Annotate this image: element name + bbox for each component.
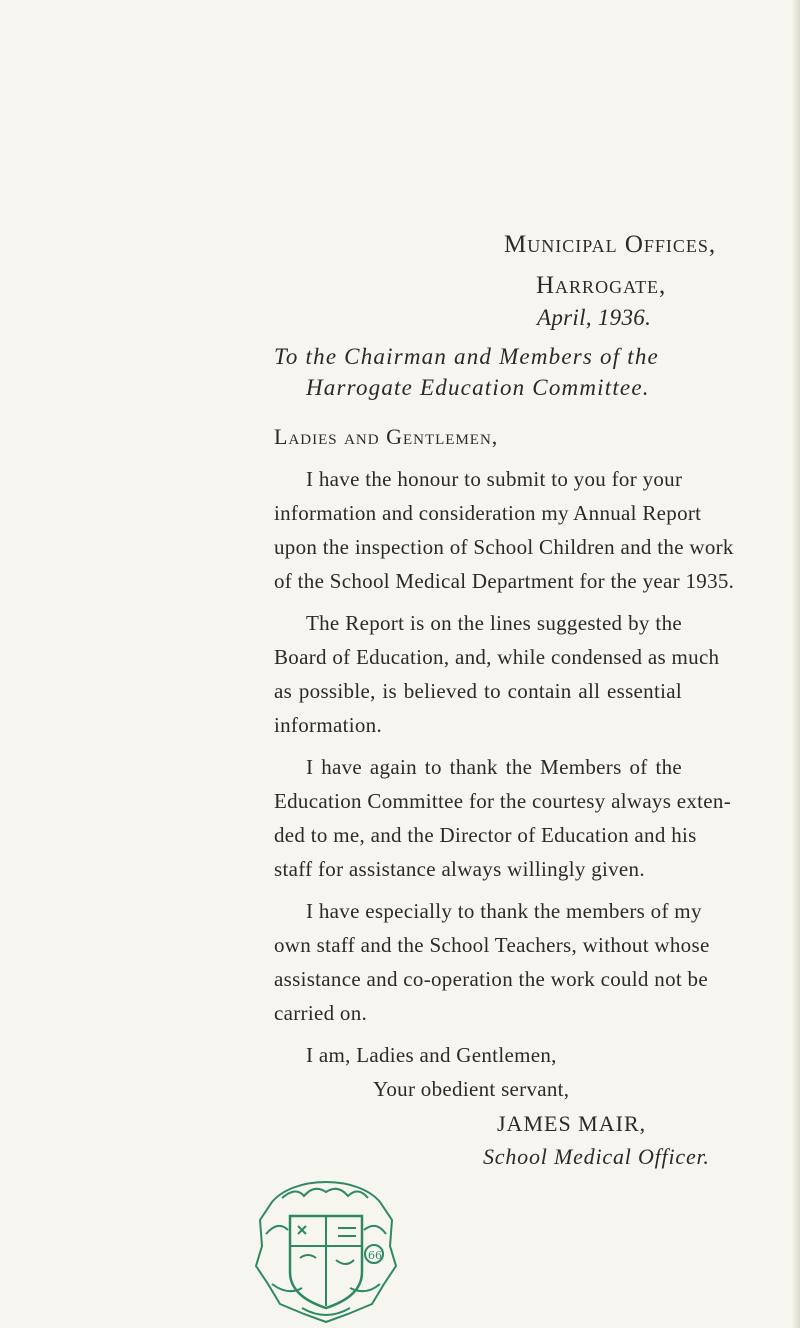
- paragraph-1-line-3: upon the inspection of School Children and the work: [274, 535, 734, 559]
- svg-text:66: 66: [368, 1249, 382, 1262]
- paragraph-2-line-4: information.: [274, 713, 382, 737]
- salutation: Ladies and Gentlemen,: [274, 424, 499, 449]
- addressee-line-1: To the Chairman and Members of the: [274, 344, 659, 369]
- paragraph-1-line-4: of the School Medical Department for the year 1935.: [274, 569, 735, 593]
- address-line-2: Harrogate,: [536, 272, 667, 299]
- paragraph-2-line-1: The Report is on the lines suggested by the: [306, 611, 682, 635]
- paragraph-3-line-2: Education Committee for the courtesy always exten-: [274, 789, 732, 813]
- addressee-line-2: Harrogate Education Committee.: [306, 375, 650, 400]
- paragraph-2-line-2: Board of Education, and, while condensed as much: [274, 645, 720, 669]
- paragraph-3-line-4: staff for assistance always willingly given.: [274, 857, 645, 881]
- closing-line-2: Your obedient servant,: [373, 1077, 570, 1101]
- paragraph-2-line-3: as possible, is believed to contain all essential: [274, 679, 682, 703]
- paragraph-1-line-1: I have the honour to submit to you for your: [306, 467, 683, 491]
- address-line-1: Municipal Offices,: [504, 231, 717, 258]
- paragraph-1-line-2: information and consideration my Annual Report: [274, 501, 702, 525]
- paragraph-4-line-3: assistance and co-operation the work could not be: [274, 967, 708, 991]
- paragraph-4-line-1: I have especially to thank the members of my: [306, 899, 702, 923]
- paragraph-4-line-4: carried on.: [274, 1001, 368, 1025]
- signature-name: JAMES MAIR,: [497, 1111, 647, 1136]
- library-crest-stamp-icon: [252, 1176, 400, 1326]
- letter-date: April, 1936.: [537, 305, 652, 330]
- page-edge: [792, 0, 800, 1328]
- paragraph-3-line-3: ded to me, and the Director of Education and his: [274, 823, 697, 847]
- signature-title: School Medical Officer.: [483, 1144, 710, 1169]
- paragraph-4-line-2: own staff and the School Teachers, without whose: [274, 933, 710, 957]
- closing-line-1: I am, Ladies and Gentlemen,: [306, 1043, 557, 1067]
- paragraph-3-line-1: I have again to thank the Members of the: [306, 755, 682, 779]
